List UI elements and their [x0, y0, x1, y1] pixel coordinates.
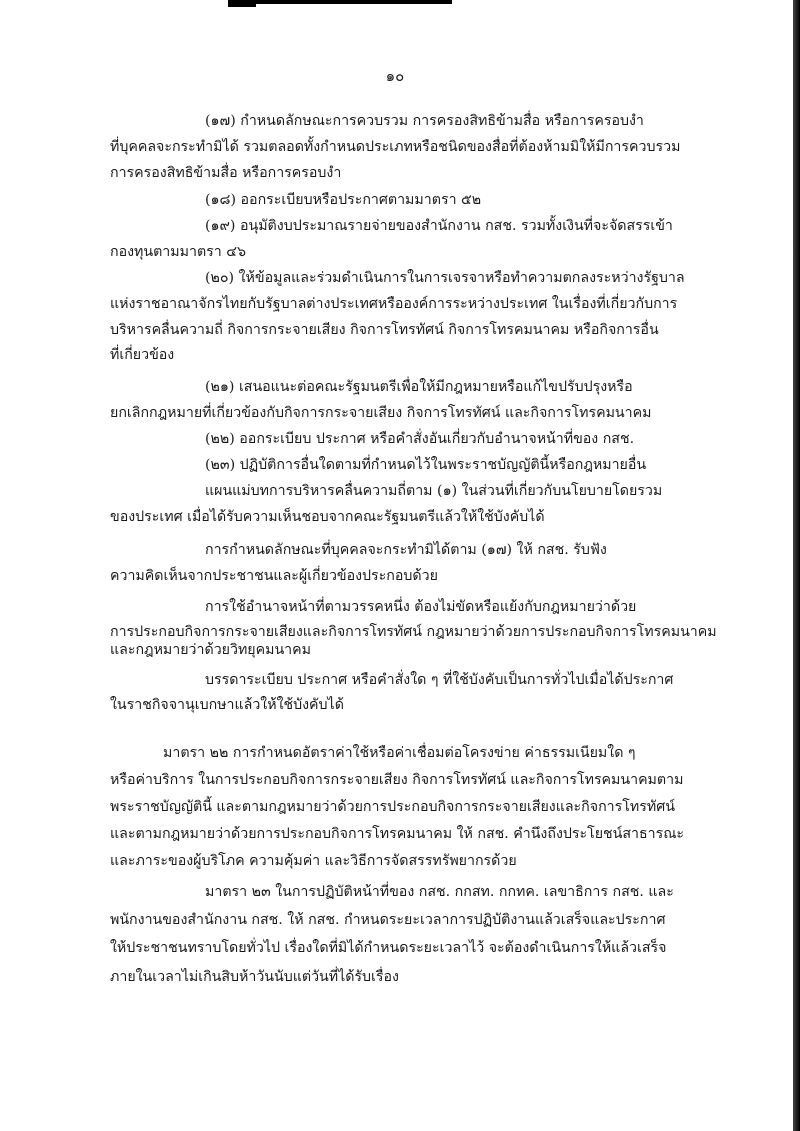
page-number: ๑๐ [385, 67, 405, 85]
paragraph-line: และกฎหมายว่าด้วยวิทยุคมนาคม [110, 642, 311, 658]
section-22-line: หรือค่าบริการ ในการประกอบกิจการกระจายเสียง กิจการโทรทัศน์ และกิจการโทรคมนาคมตาม [110, 772, 684, 788]
paragraph-line: การใช้อำนาจหน้าที่ตามวรรคหนึ่ง ต้องไม่ขัดหรือแย้งกับกฎหมายว่าด้วย [205, 599, 637, 615]
section-23-line: ให้ประชาชนทราบโดยทั่วไป เรื่องใดที่มิได้กำหนดระยะเวลาไว้ จะต้องดำเนินการให้แล้วเสร็จ [110, 940, 667, 956]
paragraph-line: ในราชกิจจานุเบกษาแล้วให้ใช้บังคับได้ [110, 697, 344, 713]
section-22-line: และตามกฎหมายว่าด้วยการประกอบกิจการโทรคมนาคม ให้ กสช. คำนึงถึงประโยชน์สาธารณะ [110, 826, 685, 842]
clause-17-line: (๑๗) กำหนดลักษณะการควบรวม การครองสิทธิข้ามสื่อ หรือการครอบงำ [205, 113, 644, 129]
paragraph-line: แผนแม่บทการบริหารคลื่นความถี่ตาม (๑) ในส่วนที่เกี่ยวกับนโยบายโดยรวม [205, 483, 663, 499]
section-23-line: พนักงานของสำนักงาน กสช. ให้ กสช. กำหนดระยะเวลาการปฏิบัติงานแล้วเสร็จและประกาศ [110, 912, 666, 928]
section-22-line: พระราชบัญญัตินี้ และตามกฎหมายว่าด้วยการประกอบกิจการกระจายเสียงและกิจการโทรทัศน์ [110, 799, 675, 815]
paragraph-line: การประกอบกิจการกระจายเสียงและกิจการโทรทัศน์ กฎหมายว่าด้วยการประกอบกิจการโทรคมนาคม [110, 624, 717, 640]
clause-19-line: (๑๙) อนุมัติงบประมาณรายจ่ายของสำนักงาน กสช. รวมทั้งเงินที่จะจัดสรรเข้า [205, 218, 673, 234]
clause-17-line: ที่บุคคลจะกระทำมิได้ รวมตลอดทั้งกำหนดประเภทหรือชนิดของสื่อที่ต้องห้ามมิให้มีการควบรวม [110, 139, 681, 155]
section-22-line: และภาระของผู้บริโภค ความคุ้มค่า และวิธีการจัดสรรทรัพยากรด้วย [110, 853, 517, 869]
clause-17-line: การครองสิทธิข้ามสื่อ หรือการครอบงำ [110, 165, 342, 181]
clause-21-line: ยกเลิกกฎหมายที่เกี่ยวข้องกับกิจการกระจายเสียง กิจการโทรทัศน์ และกิจการโทรคมนาคม [110, 405, 652, 421]
clause-23-line: (๒๓) ปฏิบัติการอื่นใดตามที่กำหนดไว้ในพระราชบัญญัตินี้หรือกฎหมายอื่น [205, 457, 647, 473]
clause-20-line: ที่เกี่ยวข้อง [110, 347, 175, 363]
paragraph-line: บรรดาระเบียบ ประกาศ หรือคำสั่งใด ๆ ที่ใช้บังคับเป็นการทั่วไปเมื่อได้ประกาศ [205, 672, 674, 688]
scan-artifact-bar [228, 0, 452, 4]
section-23-line: มาตรา ๒๓ ในการปฏิบัติหน้าที่ของ กสช. กกสท. กกทค. เลขาธิการ กสช. และ [205, 884, 674, 900]
clause-22-line: (๒๒) ออกระเบียบ ประกาศ หรือคำสั่งอันเกี่ยวกับอำนาจหน้าที่ของ กสช. [205, 431, 635, 447]
scan-artifact-mark [228, 4, 256, 7]
paragraph-line: การกำหนดลักษณะที่บุคคลจะกระทำมิได้ตาม (๑๗) ให้ กสช. รับฟัง [205, 542, 607, 558]
clause-20-line: (๒๐) ให้ข้อมูลและร่วมดำเนินการในการเจรจาหรือทำความตกลงระหว่างรัฐบาล [205, 270, 685, 286]
clause-19-line: กองทุนตามมาตรา ๔๖ [110, 244, 246, 260]
clause-21-line: (๒๑) เสนอแนะต่อคณะรัฐมนตรีเพื่อให้มีกฎหมายหรือแก้ไขปรับปรุงหรือ [205, 379, 633, 395]
section-23-line: ภายในเวลาไม่เกินสิบห้าวันนับแต่วันที่ได้รับเรื่อง [110, 969, 399, 985]
scan-edge-shadow [793, 0, 800, 1131]
paragraph-line: ของประเทศ เมื่อได้รับความเห็นชอบจากคณะรัฐมนตรีแล้วให้ใช้บังคับได้ [110, 509, 545, 525]
section-22-line: มาตรา ๒๒ การกำหนดอัตราค่าใช้หรือค่าเชื่อมต่อโครงข่าย ค่าธรรมเนียมใด ๆ [163, 745, 636, 761]
clause-18-line: (๑๘) ออกระเบียบหรือประกาศตามมาตรา ๕๒ [205, 192, 482, 208]
clause-20-line: บริหารคลื่นความถี่ กิจการกระจายเสียง กิจการโทรทัศน์ กิจการโทรคมนาคม หรือกิจการอื่น [110, 322, 659, 338]
clause-20-line: แห่งราชอาณาจักรไทยกับรัฐบาลต่างประเทศหรือองค์การระหว่างประเทศ ในเรื่องที่เกี่ยวกับการ [110, 296, 678, 312]
paragraph-line: ความคิดเห็นจากประชาชนและผู้เกี่ยวข้องประกอบด้วย [110, 568, 438, 584]
